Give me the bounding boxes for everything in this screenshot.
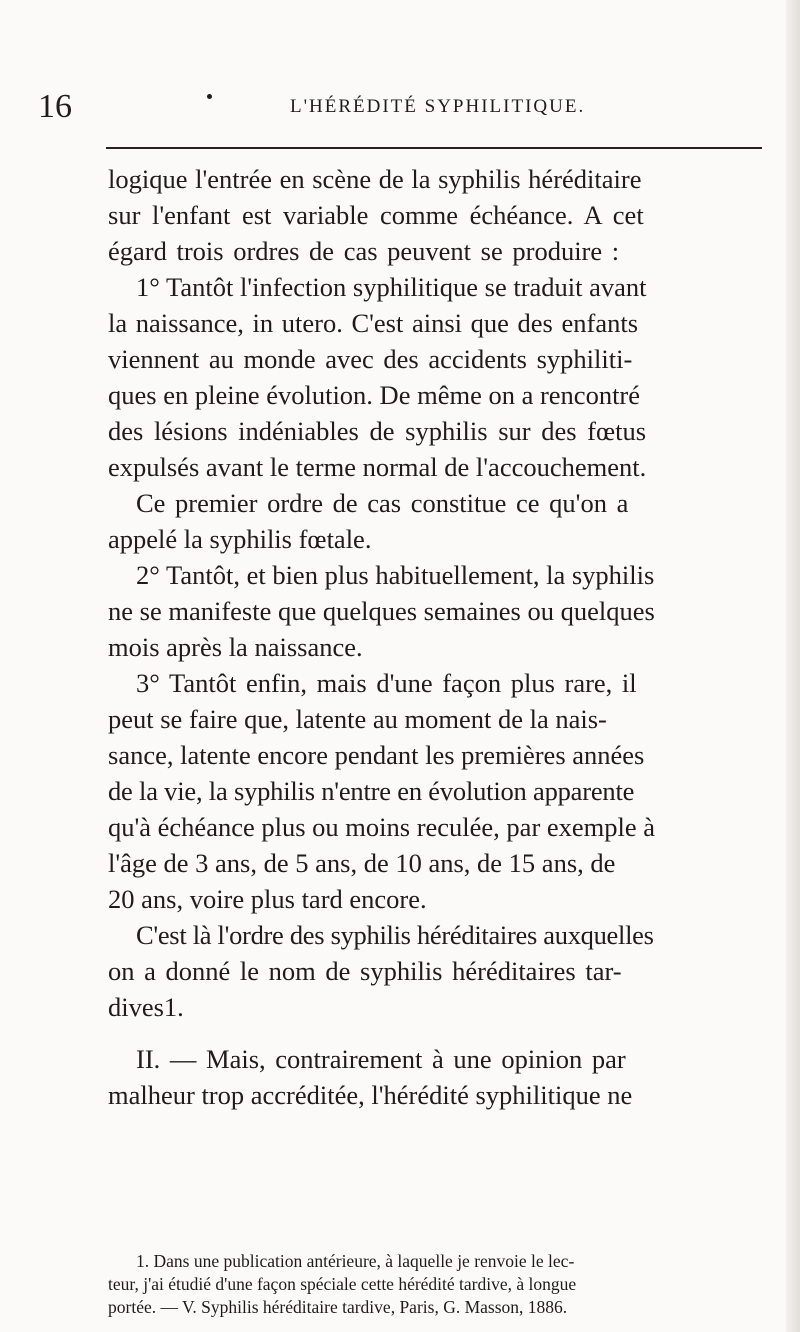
text-line: Ce premier ordre de cas constitue ce qu'on a [136,488,629,518]
page-number: 16 [38,88,72,125]
footnote-line: portée. — V. Syphilis héréditaire tardive, Paris, G. Masson, 1886. [108,1297,568,1317]
text-line: on a donné le nom de syphilis héréditaires tar- [108,956,622,986]
text-line: logique l'entrée en scène de la syphilis héréditaire [108,164,642,194]
text-line: égard trois ordres de cas peuvent se produire : [108,236,620,266]
text-line: sance, latente encore pendant les premières années [108,740,645,770]
text-line: l'âge de 3 ans, de 5 ans, de 10 ans, de 15 ans, de [108,848,616,878]
text-line: mois après la naissance. [108,632,363,662]
text-line: expulsés avant le terme normal de l'accouchement. [108,452,647,482]
text-line: 20 ans, voire plus tard encore. [108,884,427,914]
text-line: 3° Tantôt enfin, mais d'une façon plus rare, il [136,668,637,698]
text-line: ques en pleine évolution. De même on a rencontré [108,380,641,410]
footnote [108,1250,764,1319]
footnote-line: 1. Dans une publication antérieure, à laquelle je renvoie le lec- [136,1251,575,1271]
page-edge-shadow [786,0,800,1332]
text-line: 2° Tantôt, et bien plus habituellement, la syphilis [136,560,655,590]
text-line: II. — Mais, contrairement à une opinion par [136,1044,626,1074]
text-line: des lésions indéniables de syphilis sur des fœtus [108,416,647,446]
text-line: 1° Tantôt l'infection syphilitique se traduit avant [136,272,647,302]
text-line: qu'à échéance plus ou moins reculée, par exemple à [108,812,656,842]
main-text [108,147,764,1125]
text-line: la naissance, in utero. C'est ainsi que des enfants [108,308,639,338]
page-header [0,88,800,138]
text-line: sur l'enfant est variable comme échéance. A cet [108,200,644,230]
text-line: dives1. [108,992,184,1022]
text-line: appelé la syphilis fœtale. [108,524,372,554]
print-speck [207,94,212,99]
footnote-line: teur, j'ai étudié d'une façon spéciale cette hérédité tardive, à longue [108,1274,577,1294]
running-head: L'HÉRÉDITÉ SYPHILITIQUE. [290,96,586,117]
text-line: viennent au monde avec des accidents syphiliti- [108,344,633,374]
text-line: C'est là l'ordre des syphilis héréditaires auxquelles [136,920,654,950]
text-line: ne se manifeste que quelques semaines ou quelques [108,596,655,626]
text-line: malheur trop accréditée, l'hérédité syphilitique ne [108,1080,633,1110]
text-line: peut se faire que, latente au moment de la nais- [108,704,607,734]
text-line: de la vie, la syphilis n'entre en évolution apparente [108,776,635,806]
